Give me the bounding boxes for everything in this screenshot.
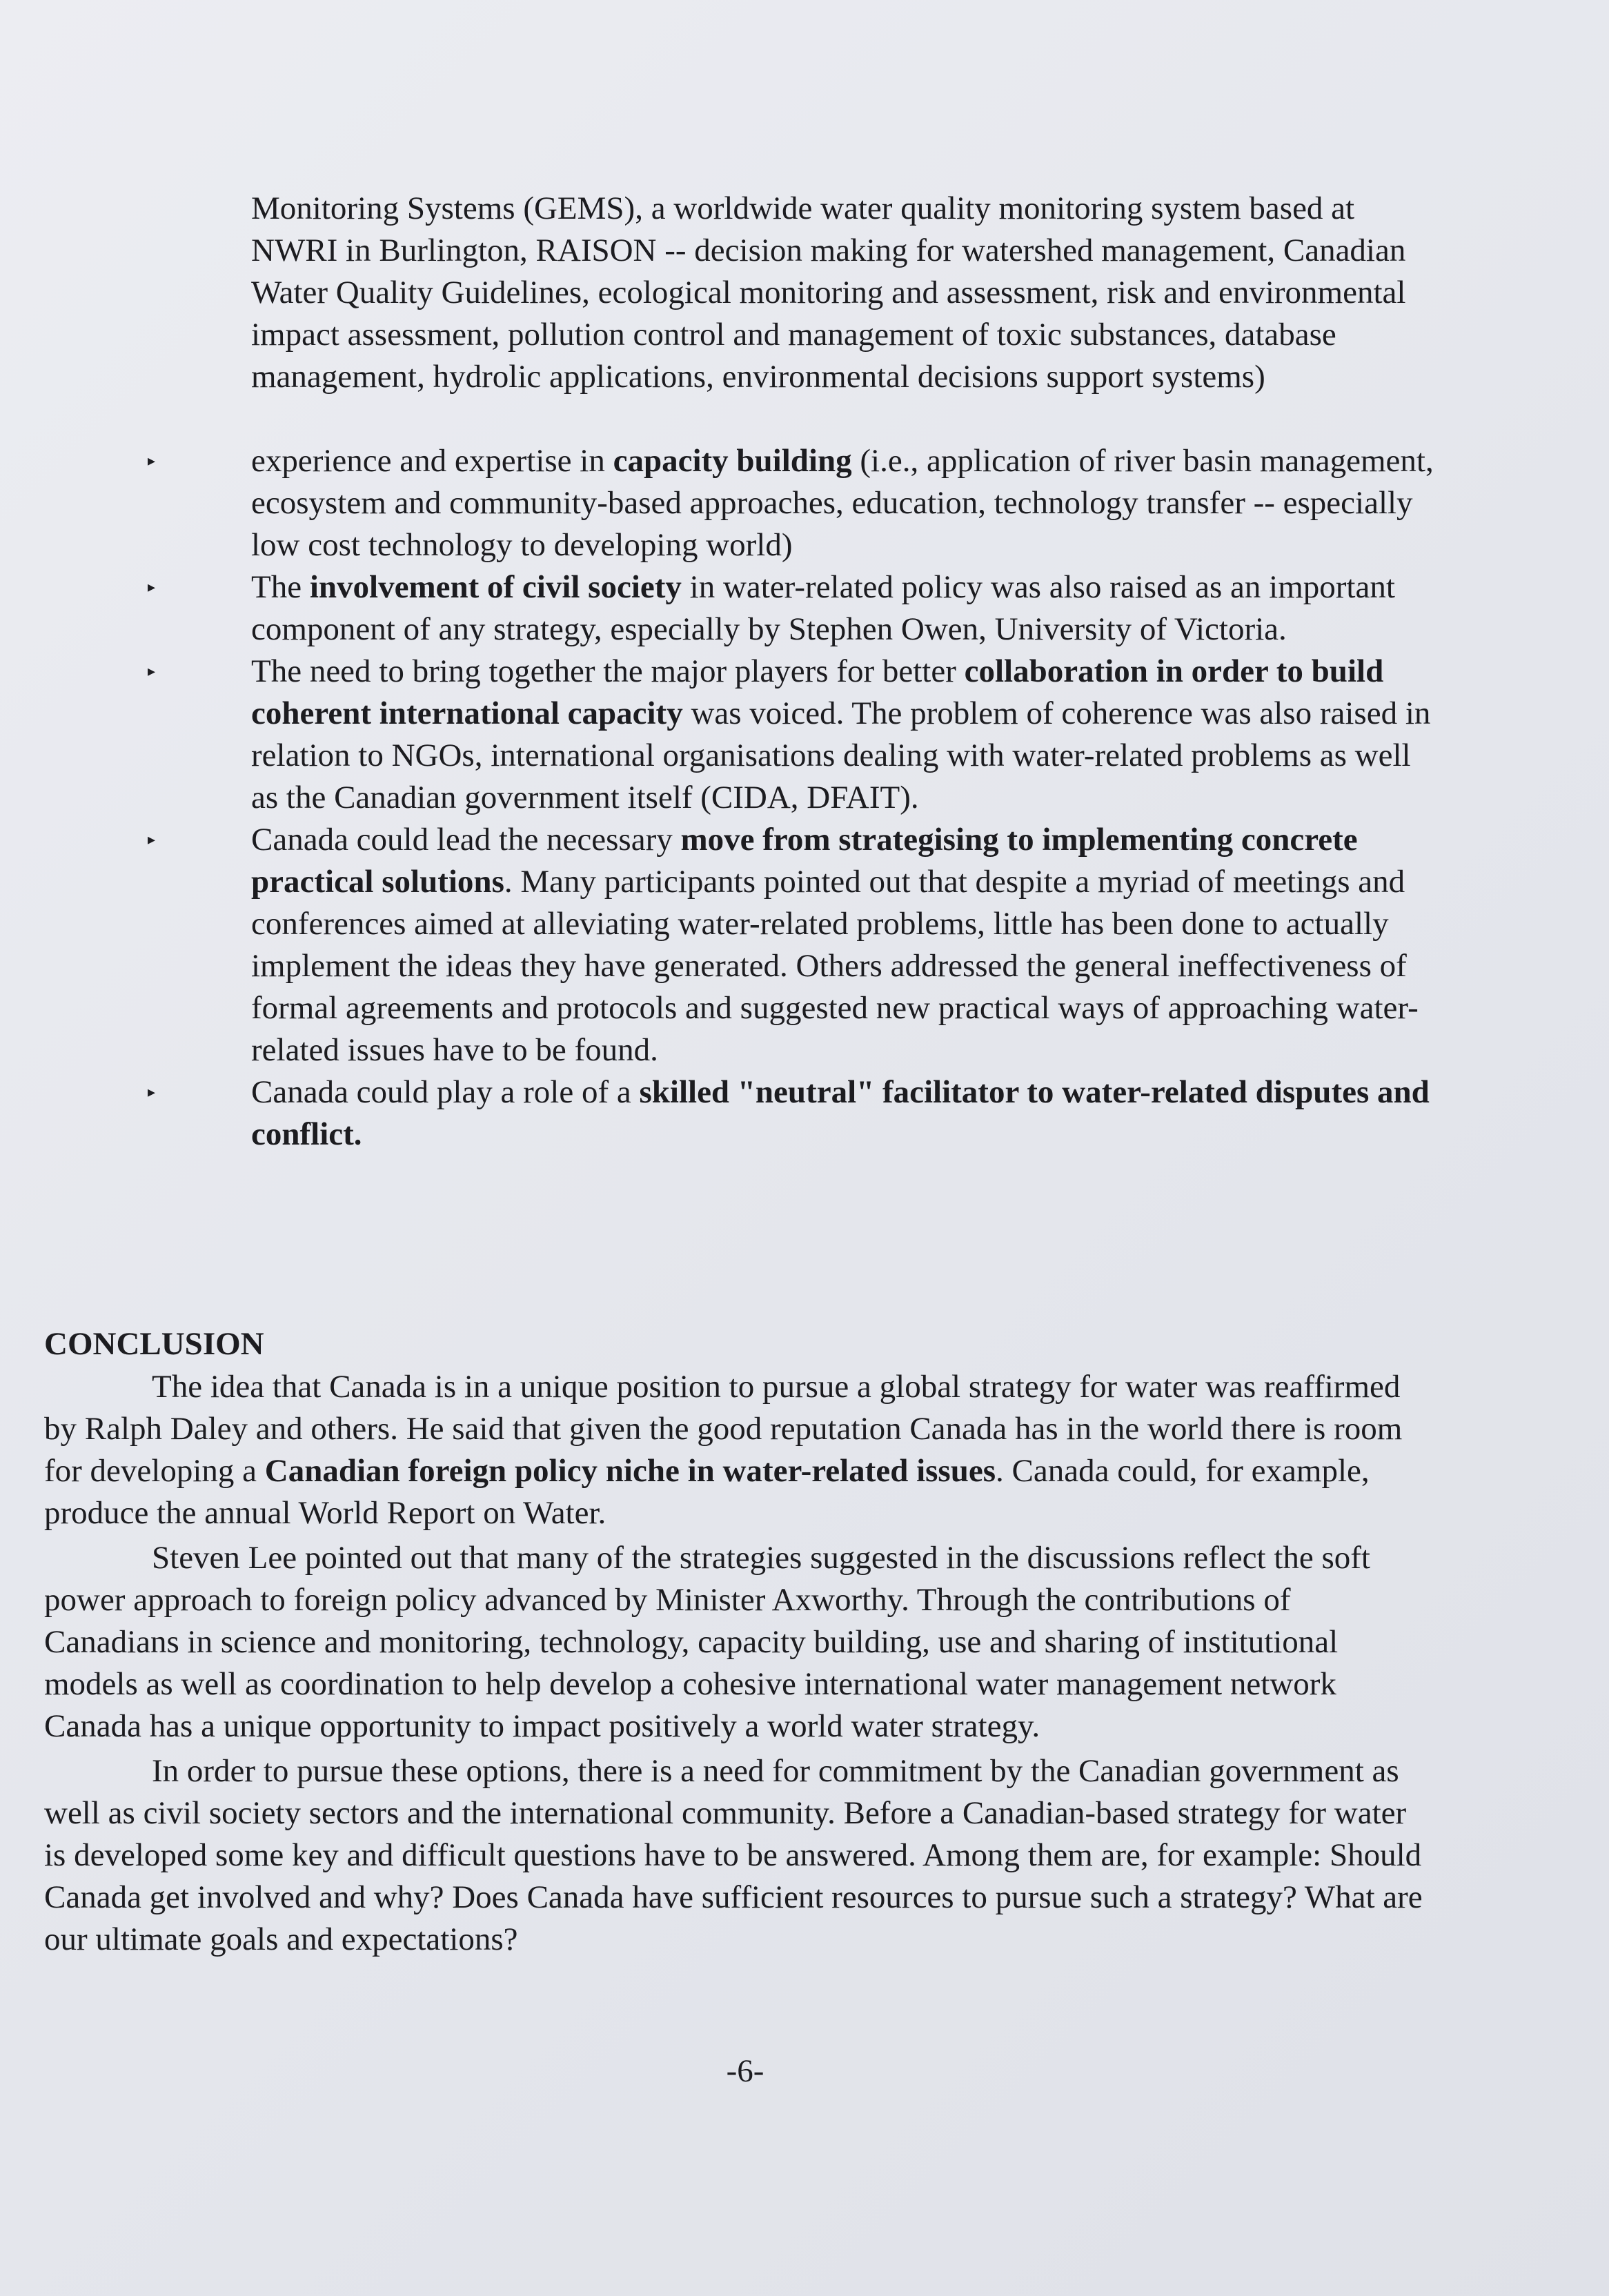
bullet-marker-icon: ▸ — [148, 831, 156, 849]
bullet-text-pre: Canada could play a role of a — [251, 1074, 640, 1110]
list-item — [145, 1071, 1435, 1156]
paragraph: Steven Lee pointed out that many of the strategies suggested in the discussions reflect the soft power approach to foreign policy advanced by Minister Axworthy. Through the contributions of Canadians in science and monitoring, technology, capacity building, use and sharing of institutional models as well as coordination to help develop a cohesive international water management network Canada has a unique opportunity to impact positively a world water strategy. — [44, 1540, 1370, 1744]
bullet-text-post: (i.e., application of river basin management, ecosystem and community-based approaches, education, technology transfer -- especially low cost technology to developing world) — [251, 443, 1434, 563]
paragraph — [44, 1366, 1431, 1534]
bullet-text-bold: skilled "neutral" facilitator to water-related disputes and conflict. — [251, 1074, 1430, 1152]
bullet-text-post: . Many participants pointed out that despite a myriad of meetings and conferences aimed at alleviating water-related problems, little has been done to actually implement the ideas they have generated. Others addressed the general ineffectiveness of formal agreements and protocols and suggested new practical ways of approaching water-related issues have to be found. — [251, 864, 1419, 1068]
list-item — [145, 819, 1435, 1071]
conclusion-body — [44, 1366, 1431, 1963]
bullet-text-bold: involvement of civil society — [309, 569, 682, 605]
bullet-text-post: was voiced. The problem of coherence was also raised in relation to NGOs, international organisations dealing with water-related problems as well as the Canadian government itself (CIDA, DFAIT). — [251, 695, 1431, 815]
bullet-text-pre: experience and expertise in — [251, 443, 613, 479]
bullet-marker-icon: ▸ — [148, 1084, 156, 1101]
section-heading: CONCLUSION — [44, 1326, 264, 1362]
bullet-text-pre: The need to bring together the major players for better — [251, 653, 965, 689]
list-item — [145, 651, 1435, 819]
bullet-text-post: in water-related policy was also raised as an important component of any strategy, especially by Stephen Owen, University of Victoria. — [251, 569, 1395, 647]
paragraph-text-post: . Canada could, for example, produce the annual World Report on Water. — [44, 1453, 1370, 1531]
bullet-marker-icon: ▸ — [148, 663, 156, 680]
continued-paragraph: Monitoring Systems (GEMS), a worldwide water quality monitoring system based at NWRI in Burlington, RAISON -- decision making for watershed management, Canadian Water Quality Guidelines, ecological monitoring and assessment, risk and environmental impact assessment, pollution control and management of toxic substances, database management, hydrolic applications, environmental decisions support systems) — [251, 190, 1406, 395]
paragraph: In order to pursue these options, there is a need for commitment by the Canadian government as well as civil society sectors and the international community. Before a Canadian-based strategy for water is developed some key and difficult questions have to be answered. Among them are, for example: Should Canada get involved and why? Does Canada have sufficient resources to pursue such a strategy? What are our ultimate goals and expectations? — [44, 1753, 1423, 1957]
page-number: -6- — [726, 2053, 764, 2089]
list-item — [145, 566, 1435, 651]
bullet-text-pre: Canada could lead the necessary — [251, 822, 681, 858]
bullet-text-bold: collaboration in order to build coherent international capacity — [251, 653, 1384, 731]
paragraph-text-pre: The idea that Canada is in a unique position to pursue a global strategy for water was reaffirmed by Ralph Daley and others. He said that given the good reputation Canada has in the world there is room for developing a — [44, 1369, 1403, 1489]
bullet-text-bold: move from strategising to implementing concrete practical solutions — [251, 822, 1358, 900]
bullet-list — [145, 440, 1435, 1156]
list-item — [145, 440, 1435, 566]
bullet-text-pre: The — [251, 569, 310, 605]
bullet-text-bold: capacity building — [613, 443, 852, 479]
bullet-marker-icon: ▸ — [148, 453, 156, 470]
paragraph-text-bold: Canadian foreign policy niche in water-related issues — [264, 1453, 996, 1489]
bullet-marker-icon: ▸ — [148, 579, 156, 596]
